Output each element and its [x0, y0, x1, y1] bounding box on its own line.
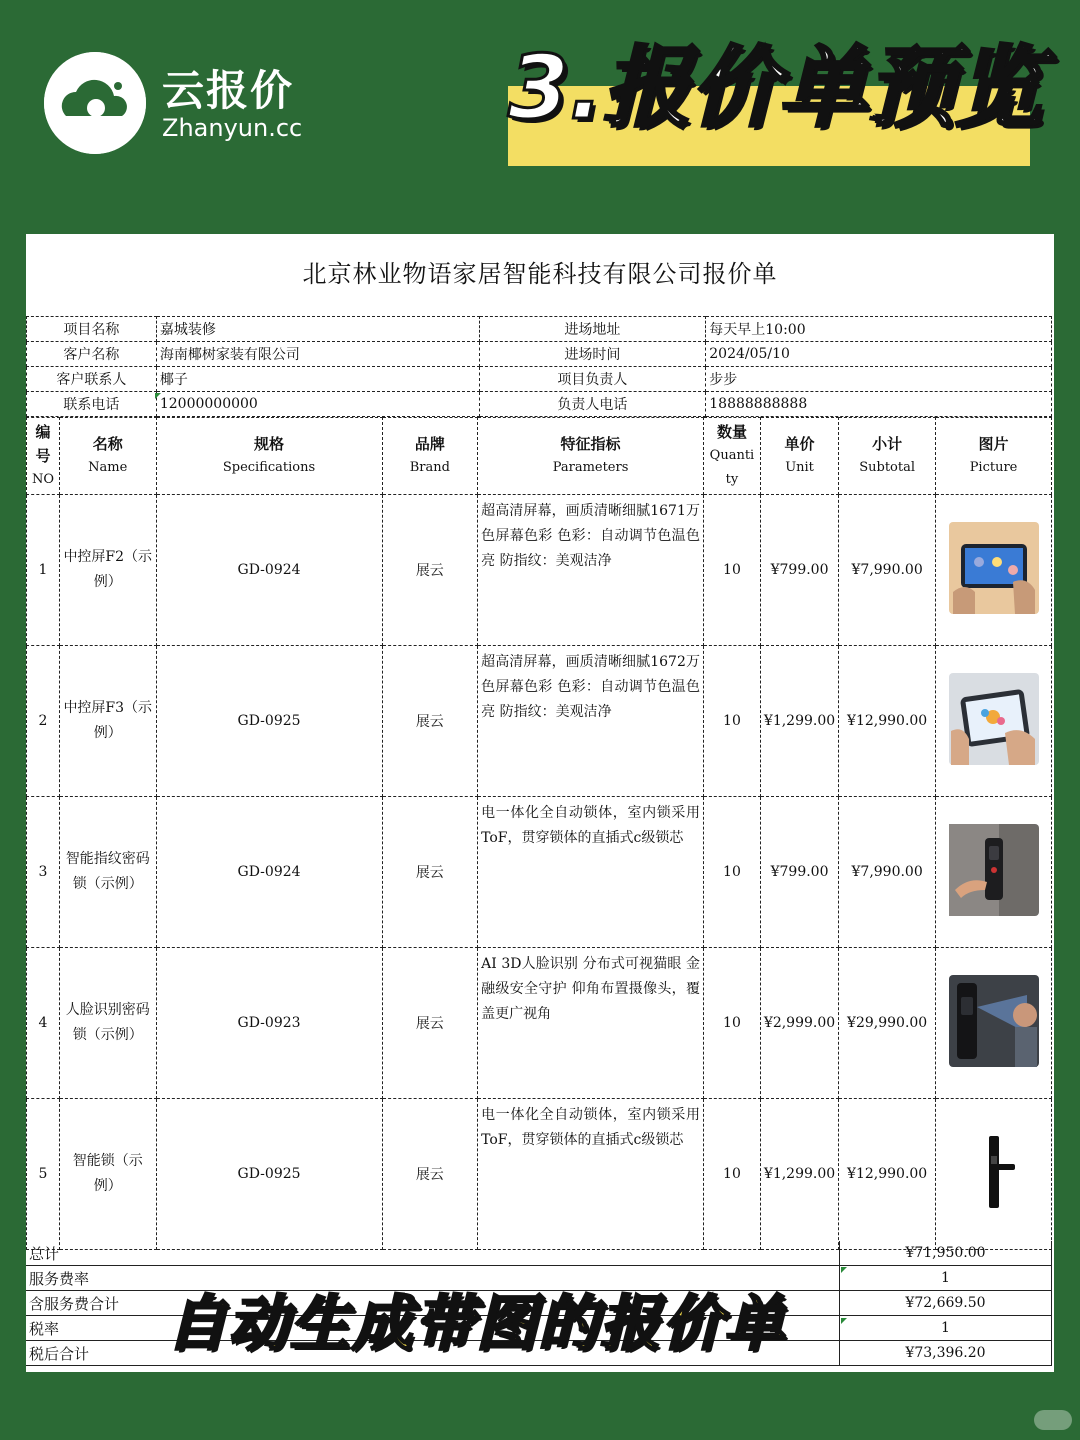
customer-name-value[interactable]: 海南椰树家装有限公司 [156, 342, 479, 367]
summary-with-service-label: 含服务费合计 [26, 1291, 840, 1316]
headline: 3.报价单预览 [508, 36, 1043, 139]
table-row[interactable] [27, 495, 1052, 646]
item-spec: GD-0924 [156, 797, 382, 948]
item-name: 中控屏F2（示例） [59, 495, 156, 646]
item-name: 人脸识别密码锁（示例） [59, 948, 156, 1099]
item-params: 电一体化全自动锁体，室内锁采用 ToF，贯穿锁体的直插式c级锁芯 [478, 797, 704, 948]
item-qty: 10 [703, 948, 760, 1099]
table-row[interactable] [27, 797, 1052, 948]
item-params: 超高清屏幕，画质清晰细腻1672万色屏幕色彩 色彩：自动调节色温色亮 防指纹：美观洁净 [478, 646, 704, 797]
item-unit-price: ¥1,299.00 [760, 1099, 838, 1250]
manager-label: 项目负责人 [479, 367, 706, 392]
cloud-logo-icon [44, 52, 146, 154]
item-unit-price: ¥799.00 [760, 797, 838, 948]
entry-time-label: 进场时间 [479, 342, 706, 367]
phone-label: 联系电话 [27, 392, 157, 417]
col-brand: 品牌 Brand [382, 418, 478, 495]
item-params: 电一体化全自动锁体，室内锁采用 ToF，贯穿锁体的直插式c级锁芯 [478, 1099, 704, 1250]
tablet-photo-icon [949, 522, 1039, 614]
summary-total-value[interactable]: ¥71,950.00 [840, 1241, 1052, 1266]
item-no: 1 [27, 495, 60, 646]
item-qty: 10 [703, 1099, 760, 1250]
manager-phone-label: 负责人电话 [479, 392, 706, 417]
sheet-title: 北京林业物语家居智能科技有限公司报价单 [302, 260, 778, 288]
tablet-photo-icon [949, 673, 1039, 765]
item-brand: 展云 [382, 646, 478, 797]
item-spec: GD-0924 [156, 495, 382, 646]
table-row[interactable] [27, 948, 1052, 1099]
items-table [26, 417, 1052, 1250]
item-subtotal: ¥12,990.00 [839, 646, 936, 797]
summary-tax-rate-label: 税率 [26, 1316, 840, 1341]
col-subtotal: 小计 Subtotal [839, 418, 936, 495]
manager-phone-value[interactable]: 18888888888 [706, 392, 1052, 417]
site-address-value[interactable]: 每天早上10:00 [706, 317, 1052, 342]
overlay-caption: 自动生成带图的报价单 [166, 1289, 786, 1359]
brand-domain: Zhanyun.cc [162, 114, 303, 142]
item-subtotal: ¥7,990.00 [839, 495, 936, 646]
col-unit: 单价 Unit [760, 418, 838, 495]
item-spec: GD-0925 [156, 1099, 382, 1250]
item-name: 中控屏F3（示例） [59, 646, 156, 797]
item-qty: 10 [703, 797, 760, 948]
contact-label: 客户联系人 [27, 367, 157, 392]
project-name-value[interactable]: 嘉城装修 [156, 317, 479, 342]
item-qty: 10 [703, 646, 760, 797]
summary-after-tax-label: 税后合计 [26, 1341, 840, 1366]
entry-time-value[interactable]: 2024/05/10 [706, 342, 1052, 367]
item-name: 智能指纹密码锁（示例） [59, 797, 156, 948]
item-brand: 展云 [382, 948, 478, 1099]
project-name-label: 项目名称 [27, 317, 157, 342]
summary-service-rate-value[interactable]: 1 [840, 1266, 1052, 1291]
summary-total-label: 总计 [26, 1241, 840, 1266]
item-params: AI 3D人脸识别 分布式可视猫眼 金融级安全守护 仰角布置摄像头，覆盖更广视角 [478, 948, 704, 1099]
door-lock-photo-icon [949, 824, 1039, 916]
watermark-icon [1034, 1410, 1072, 1430]
item-spec: GD-0923 [156, 948, 382, 1099]
item-brand: 展云 [382, 1099, 478, 1250]
customer-name-label: 客户名称 [27, 342, 157, 367]
item-no: 4 [27, 948, 60, 1099]
summary-with-service-value[interactable]: ¥72,669.50 [840, 1291, 1052, 1316]
col-params: 特征指标 Parameters [478, 418, 704, 495]
item-no: 2 [27, 646, 60, 797]
col-no: 编 号 NO [27, 418, 60, 495]
col-spec: 规格 Specifications [156, 418, 382, 495]
item-unit-price: ¥2,999.00 [760, 948, 838, 1099]
summary-tax-rate-value[interactable]: 1 [840, 1316, 1052, 1341]
smart-lock-photo-icon [949, 1126, 1039, 1218]
summary-row [26, 1241, 1052, 1266]
item-subtotal: ¥7,990.00 [839, 797, 936, 948]
items-header-row [27, 418, 1052, 495]
brand-name: 云报价 [162, 66, 295, 115]
cell-flag-icon [155, 393, 161, 399]
item-no: 5 [27, 1099, 60, 1250]
col-picture: 图片 Picture [936, 418, 1052, 495]
summary-after-tax-value[interactable]: ¥73,396.20 [840, 1341, 1052, 1366]
item-name: 智能锁（示例） [59, 1099, 156, 1250]
manager-value[interactable]: 步步 [706, 367, 1052, 392]
info-table [26, 316, 1052, 417]
quotation-sheet [26, 234, 1054, 1372]
item-spec: GD-0925 [156, 646, 382, 797]
item-qty: 10 [703, 495, 760, 646]
cell-flag-icon [841, 1267, 847, 1273]
brand-logo [44, 52, 344, 162]
item-brand: 展云 [382, 495, 478, 646]
item-brand: 展云 [382, 797, 478, 948]
item-no: 3 [27, 797, 60, 948]
site-address-label: 进场地址 [479, 317, 706, 342]
contact-value[interactable]: 椰子 [156, 367, 479, 392]
face-lock-photo-icon [949, 975, 1039, 1067]
item-subtotal: ¥12,990.00 [839, 1099, 936, 1250]
phone-value[interactable]: 12000000000 [156, 392, 479, 417]
item-params: 超高清屏幕，画质清晰细腻1671万色屏幕色彩 色彩：自动调节色温色亮 防指纹：美观洁净 [478, 495, 704, 646]
item-subtotal: ¥29,990.00 [839, 948, 936, 1099]
item-unit-price: ¥799.00 [760, 495, 838, 646]
table-row[interactable] [27, 1099, 1052, 1250]
cell-flag-icon [841, 1318, 847, 1324]
item-unit-price: ¥1,299.00 [760, 646, 838, 797]
col-qty: 数量 Quanti ty [703, 418, 760, 495]
col-name: 名称 Name [59, 418, 156, 495]
summary-service-rate-label: 服务费率 [26, 1266, 840, 1291]
table-row[interactable] [27, 646, 1052, 797]
